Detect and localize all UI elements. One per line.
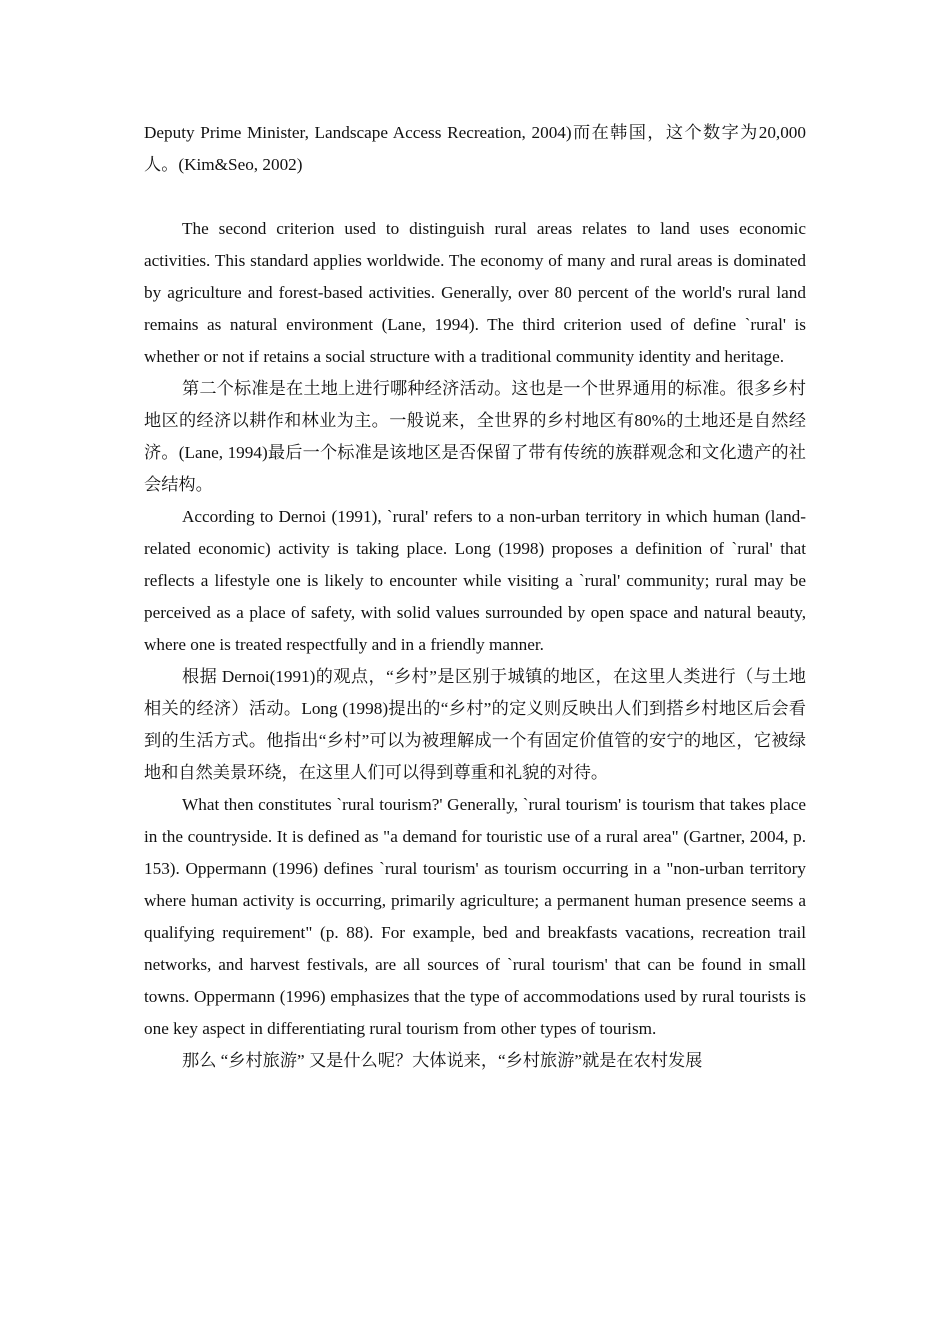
paragraph-dernoi-definition-en: According to Dernoi (1991), `rural' refers to a non-urban territory in which human (land-related economic) activity is taking place. Long (1998) proposes a definition of `rural' that reflects a lifestyle one is likely to encounter while visiting a `rural' community; rural may be perceived as a place of safety, with solid values surrounded by open space and natural beauty, where one is treated respectfully and in a friendly manner. bbox=[144, 507, 806, 654]
document-page bbox=[144, 117, 806, 1077]
paragraph-rural-tourism-en: What then constitutes `rural tourism?' Generally, `rural tourism' is tourism that takes place in the countryside. It is defined as "a demand for touristic use of a rural area" (Gartner, 2004, p. 153). Oppermann (1996) defines `rural tourism' as tourism occurring in a "non-urban territory where human activity is occurring, primarily agriculture; a permanent human presence seems a qualifying requirement" (p. 88). For example, bed and breakfasts vacations, recreation trail networks, and harvest festivals, are all sources of `rural tourism' that can be found in small towns. Oppermann (1996) emphasizes that the type of accommodations used by rural tourists is one key aspect in differentiating rural tourism from other types of tourism. bbox=[144, 795, 806, 1038]
paragraph-dernoi-definition-zh: 根据 Dernoi(1991)的观点，“乡村”是区别于城镇的地区，在这里人类进行（与土地相关的经济）活动。Long (1998)提出的“乡村”的定义则反映出人们到搭乡村地区后会看到的生活方式。他指出“乡村”可以为被理解成一个有固定价值管的安宁的地区，它被绿地和自然美景环绕，在这里人们可以得到尊重和礼貌的对待。 bbox=[144, 667, 806, 782]
paragraph-continuation-citation: Deputy Prime Minister, Landscape Access Recreation, 2004)而在韩国，这个数字为20,000 人。(Kim&Seo, 2002) bbox=[144, 123, 806, 174]
paragraph-rural-tourism-zh: 那么 “乡村旅游” 又是什么呢？大体说来，“乡村旅游”就是在农村发展 bbox=[182, 1051, 703, 1070]
paragraph-second-criterion-zh: 第二个标准是在土地上进行哪种经济活动。这也是一个世界通用的标准。很多乡村地区的经济以耕作和林业为主。一般说来，全世界的乡村地区有80%的土地还是自然经济。(Lane, 1994)最后一个标准是该地区是否保留了带有传统的族群观念和文化遗产的社会结构。 bbox=[144, 379, 806, 494]
paragraph-second-criterion-en: The second criterion used to distinguish rural areas relates to land uses economic activities. This standard applies worldwide. The economy of many and rural areas is dominated by agriculture and forest-based activities. Generally, over 80 percent of the world's rural land remains as natural environment (Lane, 1994). The third criterion used of define `rural' is whether or not if retains a social structure with a traditional community identity and heritage. bbox=[144, 219, 806, 366]
